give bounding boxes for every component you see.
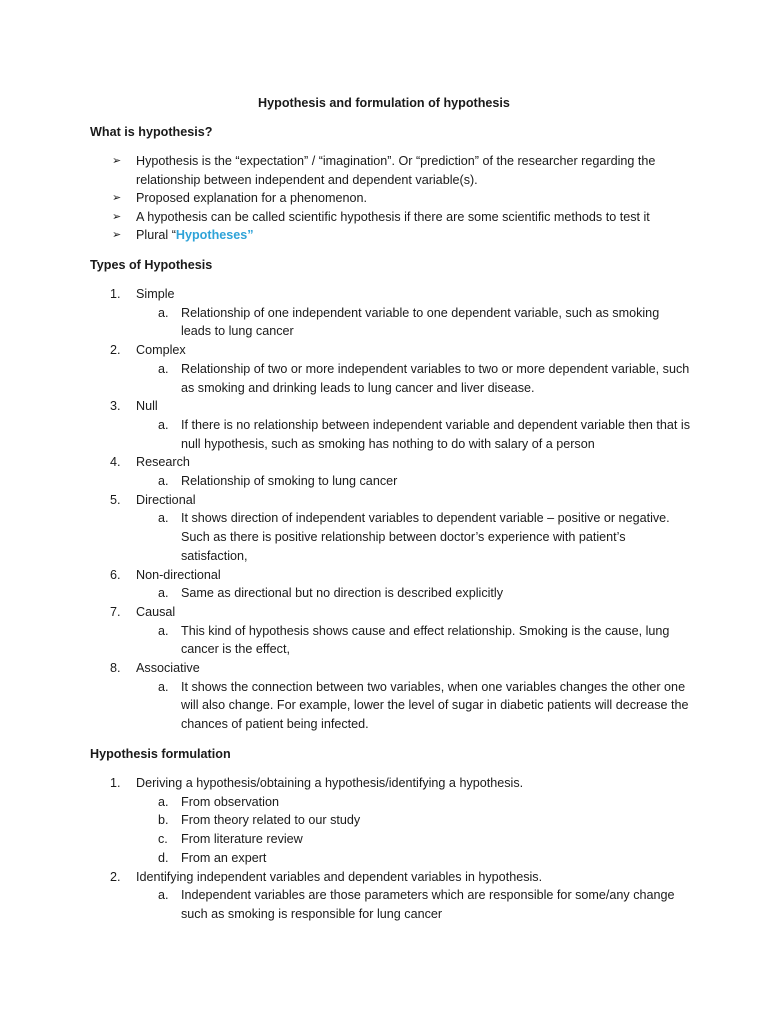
item-letter: a. <box>158 794 169 809</box>
section-heading-formulation: Hypothesis formulation <box>90 747 231 761</box>
sub-item-text: Relationship of two or more independent variables to two or more dependent variable, such as smoking and drinking leads to lung cancer and liver disease. <box>181 361 690 395</box>
sub-item-text: From theory related to our study <box>181 813 361 828</box>
sub-item-text: Relationship of smoking to lung cancer <box>181 474 398 489</box>
sub-item-text: From literature review <box>181 832 303 847</box>
list-item <box>112 152 692 189</box>
list-item <box>112 189 692 208</box>
item-label: Causal <box>136 604 176 619</box>
sub-list-item <box>110 811 690 830</box>
types-ordered-list <box>110 285 690 734</box>
list-item <box>110 659 690 678</box>
section-heading-what-is-hypothesis: What is hypothesis? <box>90 125 213 139</box>
item-letter: d. <box>158 850 169 865</box>
sub-list-item <box>110 584 690 603</box>
item-number: 1. <box>110 287 121 301</box>
sub-list-item <box>110 622 690 659</box>
arrow-bullet-icon: ➢ <box>112 155 122 167</box>
item-letter: a. <box>158 679 169 694</box>
list-item <box>112 208 692 227</box>
sub-item-text: From observation <box>181 794 279 809</box>
item-label: Simple <box>136 287 175 301</box>
section-heading-types: Types of Hypothesis <box>90 258 213 272</box>
bullet-text: A hypothesis can be called scientific hypothesis if there are some scientific methods to test it <box>136 209 650 224</box>
arrow-bullet-icon: ➢ <box>112 210 122 223</box>
bullet-text: Hypothesis is the “expectation” / “imagination”. Or “prediction” of the researcher regarding the relationship between independent and dependent variable(s). <box>136 154 656 187</box>
item-letter: a. <box>158 888 169 903</box>
item-letter: a. <box>158 623 169 638</box>
sub-list-item <box>110 678 690 734</box>
item-label: Research <box>136 455 190 470</box>
list-item <box>110 491 690 510</box>
item-letter: a. <box>158 305 169 320</box>
item-letter: c. <box>158 832 168 847</box>
item-letter: a. <box>158 474 169 489</box>
list-item <box>112 226 692 245</box>
list-item <box>110 397 690 416</box>
list-item <box>110 566 690 585</box>
item-letter: a. <box>158 417 169 432</box>
item-number: 4. <box>110 455 121 470</box>
list-item <box>110 285 690 304</box>
item-letter: b. <box>158 813 169 828</box>
item-number: 5. <box>110 492 121 507</box>
item-number: 3. <box>110 399 121 414</box>
sub-list-item <box>110 304 690 341</box>
item-letter: a. <box>158 361 169 376</box>
list-item <box>110 341 690 360</box>
item-label: Associative <box>136 661 200 676</box>
item-number: 2. <box>110 869 121 884</box>
sub-item-text: Independent variables are those parameters which are responsible for some/any change such as smoking is responsible for lung cancer <box>181 888 675 921</box>
sub-item-text: It shows direction of independent variables to dependent variable – positive or negative. Such as there is positive relationship between doctor’s experience with patient’s satisfaction, <box>181 511 670 563</box>
arrow-bullet-icon: ➢ <box>112 229 122 242</box>
item-letter: a. <box>158 586 169 601</box>
bullet-text: Plural “ <box>136 228 176 243</box>
sub-list-item <box>110 793 690 812</box>
item-label: Complex <box>136 343 186 358</box>
sub-item-text: If there is no relationship between independent variable and dependent variable then that is null hypothesis, such as smoking has nothing to do with salary of a person <box>181 417 691 451</box>
sub-list-item <box>110 416 690 453</box>
item-number: 6. <box>110 567 121 582</box>
list-item <box>110 774 690 793</box>
list-item <box>110 868 690 887</box>
bullet-text: Proposed explanation for a phenomenon. <box>136 191 368 206</box>
item-letter: a. <box>158 511 169 526</box>
sub-item-text: From an expert <box>181 850 267 865</box>
sub-item-text: This kind of hypothesis shows cause and effect relationship. Smoking is the cause, lung cancer is the effect, <box>181 623 670 657</box>
sub-item-text: Same as directional but no direction is described explicitly <box>181 586 504 601</box>
sub-list-item <box>110 509 690 565</box>
item-number: 8. <box>110 661 121 676</box>
item-number: 7. <box>110 604 121 619</box>
item-label: Identifying independent variables and dependent variables in hypothesis. <box>136 869 543 884</box>
sub-list-item <box>110 849 690 868</box>
list-item <box>110 453 690 472</box>
list-item <box>110 603 690 622</box>
highlighted-term: Hypotheses” <box>175 228 254 243</box>
document-title: Hypothesis and formulation of hypothesis <box>258 96 510 110</box>
item-label: Null <box>136 399 158 414</box>
formulation-ordered-list <box>110 774 690 924</box>
sub-item-text: Relationship of one independent variable to one dependent variable, such as smoking leads to lung cancer <box>181 305 660 339</box>
sub-list-item <box>110 472 690 491</box>
item-label: Deriving a hypothesis/obtaining a hypothesis/identifying a hypothesis. <box>136 776 524 790</box>
sub-item-text: It shows the connection between two variables, when one variables changes the other one will also change. For example, lower the level of sugar in diabetic patients will decrease the chances of patient being infected. <box>181 679 689 732</box>
item-number: 2. <box>110 343 121 358</box>
hypothesis-bullet-list <box>112 152 692 245</box>
item-label: Non-directional <box>136 567 221 582</box>
item-number: 1. <box>110 776 121 790</box>
item-label: Directional <box>136 492 196 507</box>
arrow-bullet-icon: ➢ <box>112 192 122 205</box>
sub-list-item <box>110 886 690 923</box>
sub-list-item <box>110 830 690 849</box>
sub-list-item <box>110 360 690 397</box>
